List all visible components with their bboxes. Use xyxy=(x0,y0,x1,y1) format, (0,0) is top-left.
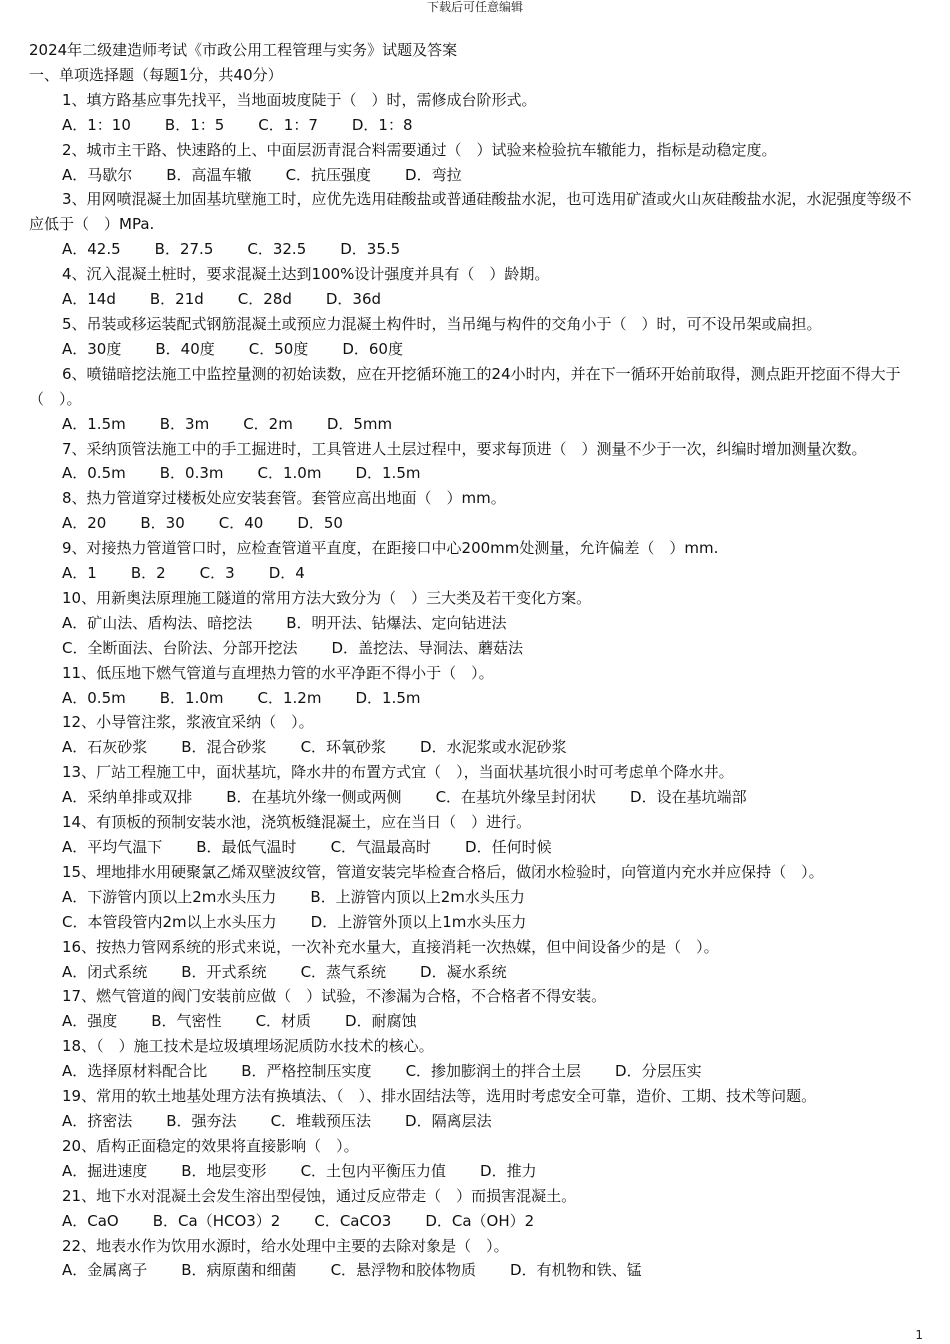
answer-option: A．挤密法 xyxy=(62,1111,133,1130)
answer-option: B．1.0m xyxy=(159,688,224,707)
question-text: 15、埋地排水用硬聚氯乙烯双壁波纹管，管道安装完毕检查合格后，做闭水检验时，向管道内充水并应保持（ ）。 xyxy=(62,862,824,881)
answer-option: B．严格控制压实度 xyxy=(241,1062,372,1081)
question-text: 11、低压地下燃气管道与直埋热力管的水平净距不得小于（ ）。 xyxy=(62,663,494,682)
answer-option: B．开式系统 xyxy=(181,962,267,981)
question-text: 19、常用的软土地基处理方法有换填法、（ ）、排水固结法等，选用时考虑安全可靠，造价、工期、技术等问题。 xyxy=(62,1087,817,1106)
answer-option: B．2 xyxy=(130,564,166,583)
option-row xyxy=(29,686,923,711)
answer-option: B．27.5 xyxy=(154,240,214,259)
option-row xyxy=(29,1209,923,1234)
answer-option: A．闭式系统 xyxy=(62,962,148,981)
answer-option: C．在基坑外缘呈封闭状 xyxy=(435,788,597,807)
question-text: 7、采纳顶管法施工中的手工掘进时，工具管进人土层过程中，要求每顶进（ ）测量不少于一次，纠编时增加测量次数。 xyxy=(62,439,867,458)
answer-option: C．土包内平衡压力值 xyxy=(300,1161,447,1180)
page-number: 1 xyxy=(915,1328,923,1342)
answer-option: C．悬浮物和胶体物质 xyxy=(330,1261,477,1280)
page-header: 下载后可任意编辑 xyxy=(426,0,523,14)
answer-option: A．1：10 xyxy=(62,115,131,134)
option-row xyxy=(29,1258,923,1283)
answer-option: C．50度 xyxy=(248,339,309,358)
option-row xyxy=(29,287,923,312)
option-row xyxy=(29,636,923,661)
option-row xyxy=(29,337,923,362)
answer-option: B．在基坑外缘一侧或两侧 xyxy=(226,788,402,807)
answer-option: C．全断面法、台阶法、分部开挖法 xyxy=(62,638,298,657)
question-text: 13、厂站工程施工中，面状基坑，降水井的布置方式宜（ ），当面状基坑很小时可考虑单个降水井。 xyxy=(62,763,734,782)
answer-option: A．14d xyxy=(62,290,116,309)
answer-option: D．分层压实 xyxy=(615,1062,702,1081)
answer-option: D．盖挖法、导洞法、蘑菇法 xyxy=(331,638,524,657)
option-row xyxy=(29,163,923,188)
answer-option: A．0.5m xyxy=(62,464,126,483)
section-heading: 一、单项选择题（每题1分，共40分） xyxy=(29,65,283,84)
question-list xyxy=(29,88,923,1284)
answer-option: D．推力 xyxy=(480,1161,537,1180)
answer-option: C．1.2m xyxy=(257,688,322,707)
answer-option: A．矿山法、盾构法、暗挖法 xyxy=(62,613,253,632)
answer-option: C．堆载预压法 xyxy=(270,1111,372,1130)
answer-option: D．设在基坑端部 xyxy=(630,788,747,807)
answer-option: D．35.5 xyxy=(340,240,401,259)
answer-option: D．50 xyxy=(297,514,343,533)
question-text: 6、喷锚暗挖法施工中监控量测的初始读数，应在开挖循环施工的24小时内，并在下一循环开始前取得，测点距开挖面不得大于（ ）。 xyxy=(29,364,901,408)
answer-option: D．4 xyxy=(268,564,305,583)
option-row xyxy=(29,237,923,262)
option-row xyxy=(29,611,923,636)
option-row xyxy=(29,910,923,935)
option-row xyxy=(29,561,923,586)
answer-option: A．金属离子 xyxy=(62,1261,148,1280)
question-text: 9、对接热力管道管口时，应检查管道平直度，在距接口中心200mm处测量，允许偏差（ ）mm. xyxy=(62,539,719,558)
answer-option: C．气温最高时 xyxy=(330,838,432,856)
question-text: 22、地表水作为饮用水源时，给水处理中主要的去除对象是（ ）。 xyxy=(62,1236,509,1255)
option-row xyxy=(29,461,923,486)
answer-option: D．60度 xyxy=(342,339,403,358)
answer-option: A．20 xyxy=(62,514,107,533)
answer-option: C．材质 xyxy=(255,1012,312,1031)
question-text: 3、用网喷混凝土加固基坑壁施工时，应优先选用硅酸盐或普通硅酸盐水泥，也可选用矿渣或火山灰硅酸盐水泥，水泥强度等级不应低于（ ）MPa. xyxy=(29,190,912,234)
answer-option: A．选择原材料配合比 xyxy=(62,1062,208,1081)
answer-option: D．水泥浆或水泥砂浆 xyxy=(420,738,567,757)
answer-option: A．平均气温下 xyxy=(62,838,163,856)
question-text: 8、热力管道穿过楼板处应安装套管。套管应高出地面（ ）mm。 xyxy=(62,489,506,508)
question-text: 16、按热力管网系统的形式来说，一次补充水量大，直接消耗一次热媒，但中间设备少的是（ ）。 xyxy=(62,937,719,956)
question-text: 21、地下水对混凝土会发生溶出型侵蚀，通过反应带走（ ）而损害混凝土。 xyxy=(62,1186,577,1205)
answer-option: D．Ca（OH）2 xyxy=(425,1211,535,1230)
question-text: 4、沉入混凝土桩时，要求混凝土达到100%设计强度并具有（ ）龄期。 xyxy=(62,265,550,284)
option-row xyxy=(29,511,923,536)
answer-option: D．36d xyxy=(325,290,382,309)
option-row xyxy=(29,735,923,760)
option-row xyxy=(29,113,923,138)
option-row xyxy=(29,835,923,860)
option-row xyxy=(29,1059,923,1084)
answer-option: A．30度 xyxy=(62,339,122,358)
answer-option: B．Ca（HCO3）2 xyxy=(152,1211,281,1230)
answer-option: C．1：7 xyxy=(258,115,318,134)
answer-option: A．1.5m xyxy=(62,414,126,433)
answer-option: B．1：5 xyxy=(164,115,225,134)
option-row xyxy=(29,785,923,810)
option-row xyxy=(29,885,923,910)
answer-option: A．0.5m xyxy=(62,688,126,707)
answer-option: B．地层变形 xyxy=(181,1161,267,1180)
answer-option: B．强夯法 xyxy=(166,1111,237,1130)
answer-option: C．掺加膨润土的拌合土层 xyxy=(405,1062,582,1081)
question-text: 20、盾构正面稳定的效果将直接影响（ ）。 xyxy=(62,1136,359,1155)
answer-option: B．21d xyxy=(149,290,204,309)
answer-option: D．1.5m xyxy=(355,688,421,707)
document-body xyxy=(29,38,923,1283)
question-text: 17、燃气管道的阀门安装前应做（ ）试验，不渗漏为合格，不合格者不得安装。 xyxy=(62,987,607,1006)
answer-option: A．采纳单排或双排 xyxy=(62,788,193,807)
question-text: 2、城市主干路、快速路的上、中面层沥青混合料需要通过（ ）试验来检验抗车辙能力，指标是动稳定度。 xyxy=(62,140,777,159)
answer-option: C．1.0m xyxy=(257,464,322,483)
answer-option: D．1.5m xyxy=(355,464,421,483)
answer-option: B．最低气温时 xyxy=(196,838,297,856)
answer-option: C．蒸气系统 xyxy=(300,962,387,981)
answer-option: C．3 xyxy=(199,564,235,583)
answer-option: A．掘进速度 xyxy=(62,1161,148,1180)
answer-option: B．明开法、钻爆法、定向钻进法 xyxy=(286,613,507,632)
answer-option: B．混合砂浆 xyxy=(181,738,267,757)
answer-option: B．气密性 xyxy=(151,1012,222,1031)
option-row xyxy=(29,1109,923,1134)
answer-option: C．2m xyxy=(243,414,293,433)
answer-option: A．下游管内顶以上2m水头压力 xyxy=(62,887,277,906)
question-text: 12、小导管注浆，浆液宜采纳（ ）。 xyxy=(62,713,314,732)
answer-option: A．CaO xyxy=(62,1211,119,1230)
question-text: 14、有顶板的预制安装水池，浇筑板缝混凝土，应在当日（ ）进行。 xyxy=(62,813,532,832)
answer-option: A．强度 xyxy=(62,1012,118,1031)
answer-option: D．隔离层法 xyxy=(405,1111,492,1130)
option-row xyxy=(29,1009,923,1034)
question-text: 10、用新奥法原理施工隧道的常用方法大致分为（ ）三大类及若干变化方案。 xyxy=(62,588,592,607)
answer-option: A．1 xyxy=(62,564,97,583)
answer-option: C．40 xyxy=(218,514,264,533)
answer-option: C．CaCO3 xyxy=(314,1211,392,1230)
option-row xyxy=(29,960,923,985)
question-text: 5、吊装或移运装配式钢筋混凝土或预应力混凝土构件时，当吊绳与构件的交角小于（ ）时，可不设吊架或扁担。 xyxy=(62,314,822,333)
document-title: 2024年二级建造师考试《市政公用工程管理与实务》试题及答案 xyxy=(29,41,458,59)
answer-option: B．30 xyxy=(140,514,185,533)
answer-option: B．0.3m xyxy=(159,464,224,483)
option-row xyxy=(29,1159,923,1184)
answer-option: B．3m xyxy=(159,414,210,433)
answer-option: C．抗压强度 xyxy=(285,165,372,184)
option-row xyxy=(29,412,923,437)
answer-option: B．病原菌和细菌 xyxy=(181,1261,297,1280)
answer-option: C．32.5 xyxy=(247,240,307,259)
answer-option: D．弯拉 xyxy=(405,165,462,184)
answer-option: D．耐腐蚀 xyxy=(345,1012,417,1031)
answer-option: B．40度 xyxy=(155,339,215,358)
answer-option: A．石灰砂浆 xyxy=(62,738,148,757)
answer-option: A．马歇尔 xyxy=(62,165,133,184)
answer-option: C．环氧砂浆 xyxy=(300,738,387,757)
answer-option: D．5mm xyxy=(326,414,393,433)
answer-option: D．有机物和铁、锰 xyxy=(510,1261,642,1280)
answer-option: B．高温车辙 xyxy=(166,165,252,184)
answer-option: D．凝水系统 xyxy=(420,962,507,981)
question-text: 18、（ ）施工技术是垃圾填埋场泥质防水技术的核心。 xyxy=(62,1037,434,1056)
answer-option: A．42.5 xyxy=(62,240,121,259)
answer-option: D．上游管外顶以上1m水头压力 xyxy=(310,912,527,931)
answer-option: C．28d xyxy=(237,290,292,309)
question-text: 1、填方路基应事先找平，当地面坡度陡于（ ）时，需修成台阶形式。 xyxy=(62,90,537,109)
answer-option: D．任何时候 xyxy=(465,838,552,856)
answer-option: D．1：8 xyxy=(351,115,413,134)
answer-option: C．本管段管内2m以上水头压力 xyxy=(62,912,277,931)
answer-option: B．上游管内顶以上2m水头压力 xyxy=(310,887,525,906)
